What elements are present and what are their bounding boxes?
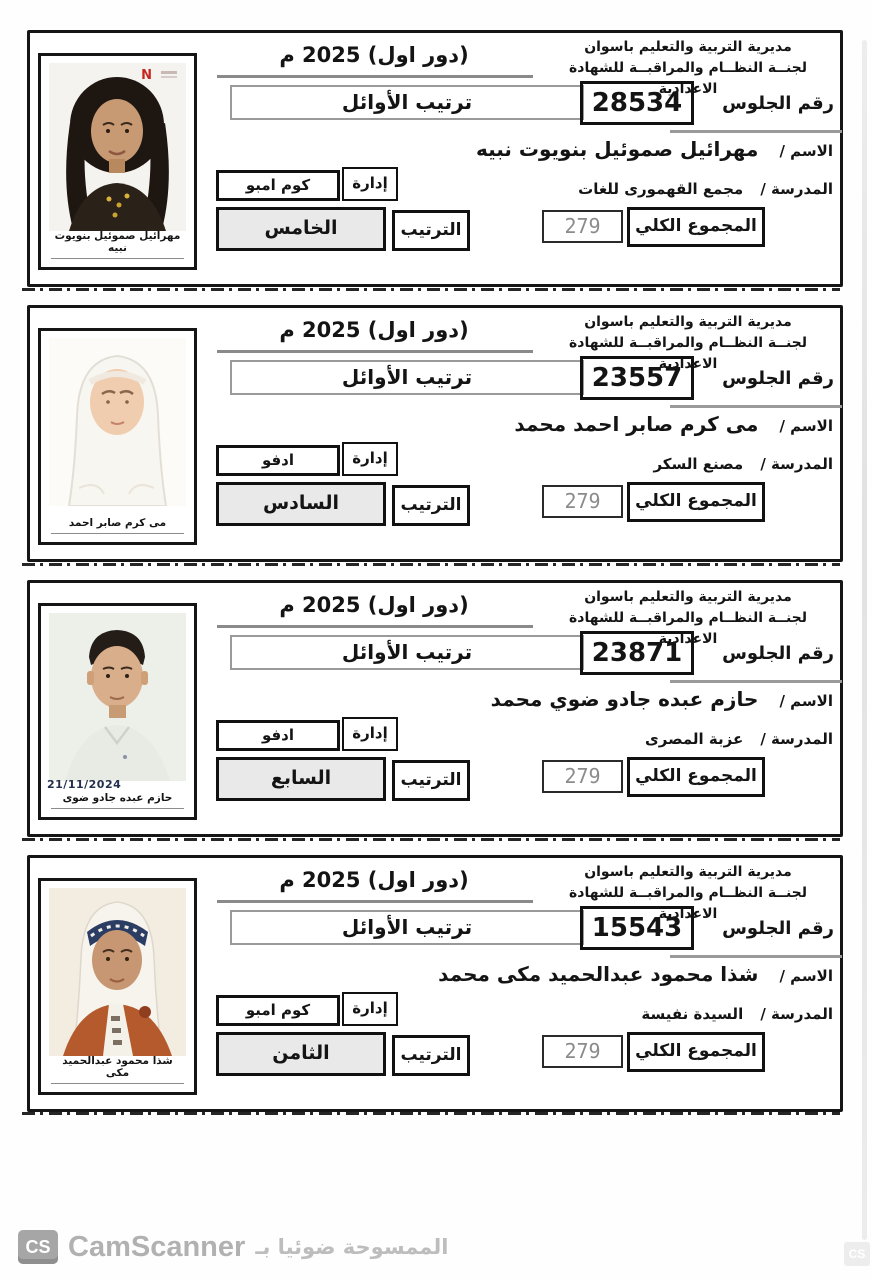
school-row [645,729,833,748]
rank-value: السادس [216,482,386,526]
total-value: 279 [542,210,623,243]
student-card-1 [27,30,843,287]
top-rank-title: ترتيب الأوائل [230,635,584,670]
rank-label: الترتيب [392,485,470,526]
total-label: المجموع الكلي [627,207,765,247]
total-label: المجموع الكلي [627,757,765,797]
seat-number-label: رقم الجلوس [722,918,834,939]
school-row [653,454,833,473]
directorate-line: مديرية التربية والتعليم باسوان [584,39,792,55]
cut-line [22,563,840,566]
administration-value: كوم امبو [216,995,340,1026]
rank-label: الترتيب [392,210,470,251]
directorate-line: مديرية التربية والتعليم باسوان [584,314,792,330]
school-row [641,1004,833,1023]
camscanner-corner-icon: CS [844,1242,870,1266]
seat-number-label: رقم الجلوس [722,368,834,389]
student-photo-frame [38,328,197,545]
school-name: السيدة نفيسة [641,1005,744,1023]
student-photo [49,613,186,781]
student-photo [49,888,186,1056]
round-underline [217,900,533,903]
rank-label: الترتيب [392,1035,470,1076]
committee-line: لجنــة النظــام والمراقبــة للشهادة الاعدادية [569,60,807,97]
photo-caption: حازم عبده جادو ضوى [51,792,184,809]
name-row [438,962,833,986]
committee-line: لجنــة النظــام والمراقبــة للشهادة الاعدادية [569,335,807,372]
name-label: الاسم / [779,417,833,435]
exam-round: (دور اول) 2025 م [279,43,469,67]
school-label: المدرسة / [760,455,833,473]
seat-underline [670,405,842,408]
name-label: الاسم / [779,142,833,160]
administration-label: إدارة [342,442,398,476]
seat-underline [670,130,842,133]
cut-line [22,838,840,841]
exam-round: (دور اول) 2025 م [279,868,469,892]
administration-label: إدارة [342,992,398,1026]
rank-value: الخامس [216,207,386,251]
name-label: الاسم / [779,967,833,985]
round-underline [217,75,533,78]
student-photo-frame [38,53,197,270]
top-rank-title: ترتيب الأوائل [230,910,584,945]
seat-number-label: رقم الجلوس [722,93,834,114]
administration-value: كوم امبو [216,170,340,201]
exam-round: (دور اول) 2025 م [279,318,469,342]
cut-line [22,1112,840,1115]
committee-line: لجنــة النظــام والمراقبــة للشهادة الاعدادية [569,885,807,922]
school-label: المدرسة / [760,180,833,198]
name-row [514,412,833,436]
student-card-3 [27,580,843,837]
camscanner-brand: CamScanner [68,1230,246,1263]
cut-line [22,288,840,291]
seat-number-label: رقم الجلوس [722,643,834,664]
student-photo [49,63,186,231]
student-name: حازم عبده جادو ضوي محمد [490,687,759,711]
student-card-4 [27,855,843,1112]
total-value: 279 [542,1035,623,1068]
photo-caption: شذا محمود عبدالحميد مكى [51,1055,184,1084]
photo-caption: مهرائيل صموئيل بنويوت نبيه [51,230,184,259]
seat-underline [670,955,842,958]
seat-number-value: 23557 [580,356,694,400]
school-row [578,179,833,198]
student-name: مهرائيل صموئيل بنويوت نبيه [475,137,759,161]
student-photo-frame [38,878,197,1095]
scan-edge-shadow [862,40,867,1240]
photo-date: 21/11/2024 [47,778,122,791]
school-name: مصنع السكر [653,455,744,473]
camscanner-watermark [18,1230,448,1264]
top-rank-title: ترتيب الأوائل [230,85,584,120]
administration-value: ادفو [216,445,340,476]
school-name: عزبة المصرى [645,730,744,748]
school-label: المدرسة / [760,730,833,748]
student-card-2 [27,305,843,562]
school-label: المدرسة / [760,1005,833,1023]
top-rank-title: ترتيب الأوائل [230,360,584,395]
svg-text:N: N [141,68,152,83]
student-photo-frame [38,603,197,820]
administration-label: إدارة [342,167,398,201]
administration-label: إدارة [342,717,398,751]
total-value: 279 [542,760,623,793]
student-name: شذا محمود عبدالحميد مكى محمد [438,962,759,986]
photo-caption: مى كرم صابر احمد [51,517,184,534]
rank-label: الترتيب [392,760,470,801]
round-underline [217,350,533,353]
directorate-line: مديرية التربية والتعليم باسوان [584,589,792,605]
student-name: مى كرم صابر احمد محمد [514,412,759,436]
rank-value: السابع [216,757,386,801]
round-underline [217,625,533,628]
student-photo [49,338,186,506]
directorate-line: مديرية التربية والتعليم باسوان [584,864,792,880]
administration-value: ادفو [216,720,340,751]
exam-round: (دور اول) 2025 م [279,593,469,617]
scanned-with-text: الممسوحة ضوئيا بـ [255,1235,449,1259]
committee-line: لجنــة النظــام والمراقبــة للشهادة الاعدادية [569,610,807,647]
name-label: الاسم / [779,692,833,710]
camscanner-logo-icon: CS [18,1230,58,1264]
school-name: مجمع القهمورى للغات [578,180,744,198]
name-row [491,687,833,711]
seat-number-value: 28534 [580,81,694,125]
total-label: المجموع الكلي [627,482,765,522]
seat-number-value: 15543 [580,906,694,950]
seat-number-value: 23871 [580,631,694,675]
seat-underline [670,680,842,683]
name-row [476,137,833,161]
total-value: 279 [542,485,623,518]
rank-value: الثامن [216,1032,386,1076]
total-label: المجموع الكلي [627,1032,765,1072]
